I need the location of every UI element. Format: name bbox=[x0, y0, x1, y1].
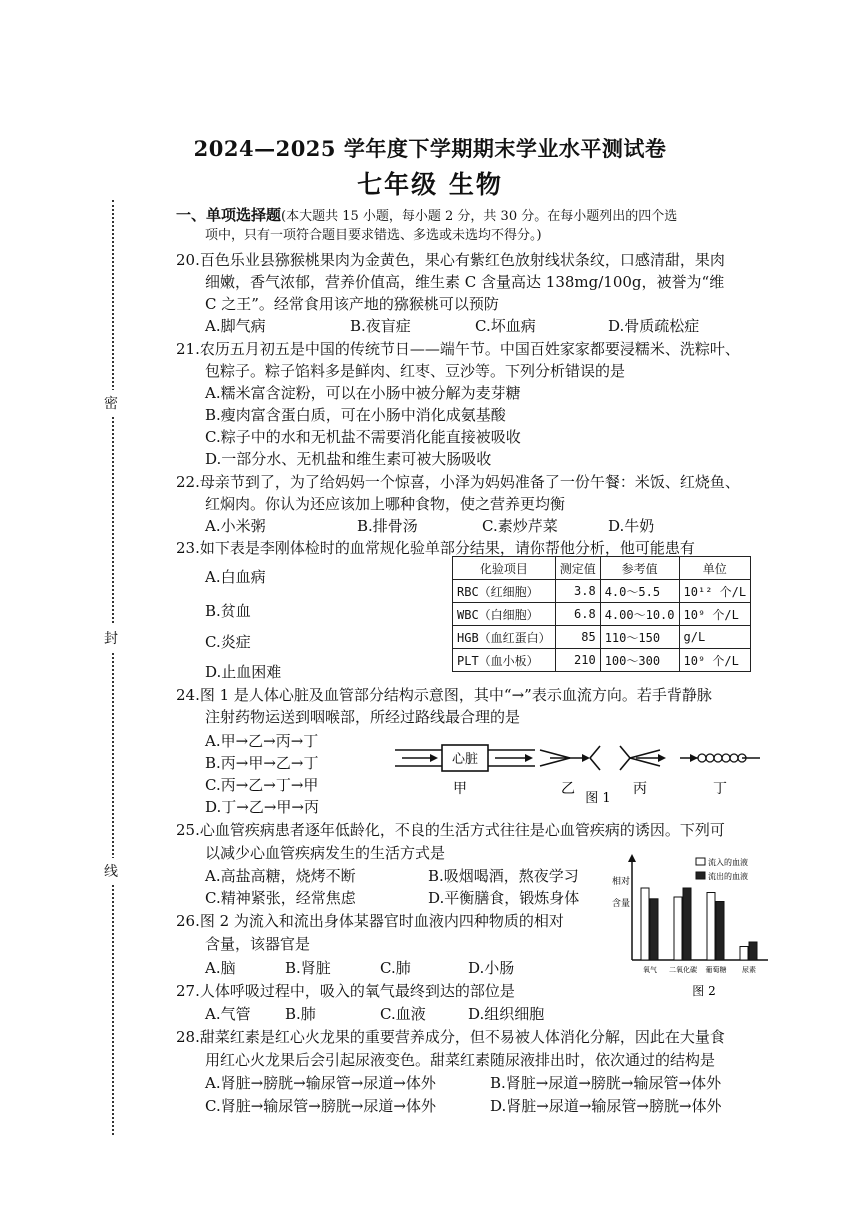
q24-stem-2: 注射药物运送到咽喉部，所经过路线最合理的是 bbox=[205, 708, 521, 726]
bar-inflow-2 bbox=[707, 893, 715, 961]
q26-option-b: B.肾脏 bbox=[285, 959, 331, 977]
q25-option-b: B.吸烟喝酒，熬夜学习 bbox=[428, 867, 579, 885]
q28-stem-2: 用红心火龙果后会引起尿液变色。甜菜红素随尿液排出时，依次通过的结构是 bbox=[205, 1051, 716, 1069]
q21-option-d: D.一部分水、无机盐和维生素可被大肠吸收 bbox=[205, 450, 492, 468]
table-cell: 4.0～5.5 bbox=[600, 580, 679, 603]
q26-option-c: C.肺 bbox=[380, 959, 411, 977]
bar-outflow-2 bbox=[716, 902, 724, 961]
q21-option-c: C.粽子中的水和无机盐不需要消化能直接被吸收 bbox=[205, 428, 521, 446]
table-cell: g/L bbox=[679, 626, 751, 649]
section-desc-2: 项中，只有一项符合题目要求错选、多选或未选均不得分。) bbox=[205, 228, 542, 243]
section-label: 一、单项选择题 bbox=[176, 206, 282, 224]
q22-option-d: D.牛奶 bbox=[608, 517, 655, 535]
q24-option-d: D.丁→乙→甲→丙 bbox=[205, 798, 319, 816]
q26-option-d: D.小肠 bbox=[468, 959, 515, 977]
q28-option-b: B.肾脏→尿道→膀胱→输尿管→体外 bbox=[490, 1074, 722, 1092]
table-row bbox=[453, 603, 751, 626]
y-axis-arrow bbox=[628, 854, 636, 862]
q25-stem-2: 以减少心血管疾病发生的生活方式是 bbox=[205, 844, 446, 862]
q22-option-a: A.小米粥 bbox=[205, 517, 266, 535]
table-cell: 10⁹ 个/L bbox=[679, 603, 751, 626]
table-header-cell: 参考值 bbox=[600, 557, 679, 580]
table-cell: 210 bbox=[555, 649, 600, 672]
category-label: 尿素 bbox=[742, 966, 756, 974]
table-cell: HGB（血红蛋白） bbox=[453, 626, 556, 649]
q27-option-d: D.组织细胞 bbox=[468, 1005, 545, 1023]
q24-option-a: A.甲→乙→丙→丁 bbox=[205, 732, 319, 750]
label-jia: 甲 bbox=[453, 781, 467, 797]
table-header-row bbox=[453, 557, 751, 580]
q22-stem-1: 22.母亲节到了，为了给妈妈一个惊喜，小泽为妈妈准备了一份午餐：米饭、红烧鱼、 bbox=[176, 473, 740, 491]
q22-option-b: B.排骨汤 bbox=[357, 517, 418, 535]
table-cell: 10¹² 个/L bbox=[679, 580, 751, 603]
table-header-cell: 测定值 bbox=[555, 557, 600, 580]
figure-2-caption: 图 2 bbox=[692, 984, 716, 998]
q25-option-a: A.高盐高糖，烧烤不断 bbox=[205, 867, 356, 885]
table-cell: 3.8 bbox=[555, 580, 600, 603]
table-row bbox=[453, 626, 751, 649]
q21-stem-1: 21.农历五月初五是中国的传统节日——端午节。中国百姓家家都要浸糯米、洗粽叶、 bbox=[176, 340, 740, 358]
table-cell: 110～150 bbox=[600, 626, 679, 649]
q21-option-a: A.糯米富含淀粉，可以在小肠中被分解为麦芽糖 bbox=[205, 384, 521, 402]
q23-option-d: D.止血困难 bbox=[205, 663, 282, 681]
q25-stem-1: 25.心血管疾病患者逐年低龄化，不良的生活方式往往是心血管疾病的诱因。下列可 bbox=[176, 821, 725, 839]
q23-stem-1: 23.如下表是李刚体检时的血常规化验单部分结果，请你帮他分析，他可能患有 bbox=[176, 539, 695, 557]
exam-title: 2024—2025 学年度下学期期末学业水平测试卷 bbox=[193, 136, 667, 161]
bar-group bbox=[641, 888, 757, 960]
q20-option-d: D.骨质疏松症 bbox=[608, 317, 700, 335]
legend-swatch-outflow bbox=[696, 872, 705, 879]
y-axis-label-part: 含量 bbox=[612, 899, 631, 909]
q20-stem-3: C 之王”。经常食用该产地的猕猴桃可以预防 bbox=[205, 295, 499, 313]
blood-test-table bbox=[452, 556, 751, 672]
margin-label-xian: 线 bbox=[104, 858, 118, 884]
bar-outflow-1 bbox=[683, 888, 691, 960]
category-labels bbox=[643, 965, 756, 974]
legend bbox=[696, 857, 748, 881]
q26-stem-2: 含量，该器官是 bbox=[205, 935, 311, 953]
q21-option-b: B.瘦肉富含蛋白质，可在小肠中消化成氨基酸 bbox=[205, 406, 506, 424]
table-cell: 4.00～10.0 bbox=[600, 603, 679, 626]
figure-1-diagram bbox=[390, 738, 770, 808]
section-header bbox=[176, 205, 677, 227]
table-header-cell: 单位 bbox=[679, 557, 751, 580]
margin-label-mi: 密 bbox=[104, 390, 118, 416]
table-cell: 100～300 bbox=[600, 649, 679, 672]
label-bing: 丙 bbox=[633, 781, 647, 797]
table-row bbox=[453, 649, 751, 672]
bar-outflow-0 bbox=[650, 899, 658, 960]
q26-stem-1: 26.图 2 为流入和流出身体某器官时血液内四种物质的相对 bbox=[176, 912, 564, 930]
category-label: 葡萄糖 bbox=[705, 966, 727, 974]
table-cell: PLT（血小板） bbox=[453, 649, 556, 672]
q27-option-a: A.气管 bbox=[205, 1005, 251, 1023]
q20-stem-1: 20.百色乐业县猕猴桃果肉为金黄色，果心有紫红色放射线状条纹，口感清甜，果肉 bbox=[176, 251, 725, 269]
table-cell: 6.8 bbox=[555, 603, 600, 626]
q25-option-c: C.精神紧张，经常焦虑 bbox=[205, 889, 356, 907]
table-cell: RBC（红细胞） bbox=[453, 580, 556, 603]
q27-stem-1: 27.人体呼吸过程中，吸入的氧气最终到达的部位是 bbox=[176, 982, 515, 1000]
q28-option-d: D.肾脏→尿道→输尿管→膀胱→体外 bbox=[490, 1097, 722, 1115]
bar-inflow-0 bbox=[641, 888, 649, 960]
q22-option-c: C.素炒芹菜 bbox=[482, 517, 558, 535]
legend-label-inflow: 流入的血液 bbox=[708, 858, 748, 867]
q24-stem-1: 24.图 1 是人体心脏及血管部分结构示意图，其中“→”表示血流方向。若手背静脉 bbox=[176, 686, 712, 704]
y-axis-label bbox=[612, 875, 630, 909]
q28-stem-1: 28.甜菜红素是红心火龙果的重要营养成分，但不易被人体消化分解，因此在大量食 bbox=[176, 1028, 725, 1046]
bar-outflow-3 bbox=[749, 942, 757, 960]
q21-stem-2: 包粽子。粽子馅料多是鲜肉、红枣、豆沙等。下列分析错误的是 bbox=[205, 362, 626, 380]
q27-option-c: C.血液 bbox=[380, 1005, 426, 1023]
q24-option-c: C.丙→乙→丁→甲 bbox=[205, 776, 319, 794]
q20-option-c: C.坏血病 bbox=[475, 317, 536, 335]
table-row bbox=[453, 580, 751, 603]
heart-label: 心脏 bbox=[451, 752, 479, 767]
legend-label-outflow: 流出的血液 bbox=[708, 872, 748, 881]
q22-stem-2: 红焖肉。你认为还应该加上哪种食物，使之营养更均衡 bbox=[205, 495, 566, 513]
category-label: 氧气 bbox=[643, 966, 657, 974]
q25-option-d: D.平衡膳食，锻炼身体 bbox=[428, 889, 580, 907]
table-cell: WBC（白细胞） bbox=[453, 603, 556, 626]
q23-option-c: C.炎症 bbox=[205, 633, 251, 651]
binding-dotted-line bbox=[112, 200, 114, 1135]
exam-subtitle: 七年级 生物 bbox=[357, 170, 503, 199]
legend-swatch-inflow bbox=[696, 858, 705, 865]
label-yi: 乙 bbox=[561, 781, 575, 797]
q20-stem-2: 细嫩，香气浓郁，营养价值高，维生素 C 含量高达 138mg/100g，被誉为“维 bbox=[205, 273, 725, 291]
q23-option-b: B.贫血 bbox=[205, 602, 251, 620]
q28-option-a: A.肾脏→膀胱→输尿管→尿道→体外 bbox=[205, 1074, 436, 1092]
bar-inflow-3 bbox=[740, 947, 748, 961]
y-axis-label-part: 相对 bbox=[612, 877, 631, 887]
table-cell: 10⁹ 个/L bbox=[679, 649, 751, 672]
q28-option-c: C.肾脏→输尿管→膀胱→尿道→体外 bbox=[205, 1097, 436, 1115]
table-cell: 85 bbox=[555, 626, 600, 649]
label-ding: 丁 bbox=[713, 781, 727, 797]
q20-option-b: B.夜盲症 bbox=[350, 317, 411, 335]
q23-option-a: A.白血病 bbox=[205, 568, 266, 586]
table-header-cell: 化验项目 bbox=[453, 557, 556, 580]
q20-option-a: A.脚气病 bbox=[205, 317, 266, 335]
q26-option-a: A.脑 bbox=[205, 959, 236, 977]
figure-1-caption: 图 1 bbox=[585, 791, 611, 806]
figure-2-chart bbox=[608, 852, 776, 1002]
q27-option-b: B.肺 bbox=[285, 1005, 316, 1023]
category-label: 二氧化碳 bbox=[669, 966, 697, 974]
section-desc-1: (本大题共 15 小题，每小题 2 分，共 30 分。在每小题列出的四个选 bbox=[281, 209, 678, 224]
q24-option-b: B.丙→甲→乙→丁 bbox=[205, 754, 319, 772]
margin-label-feng: 封 bbox=[104, 625, 118, 651]
bar-inflow-1 bbox=[674, 897, 682, 960]
